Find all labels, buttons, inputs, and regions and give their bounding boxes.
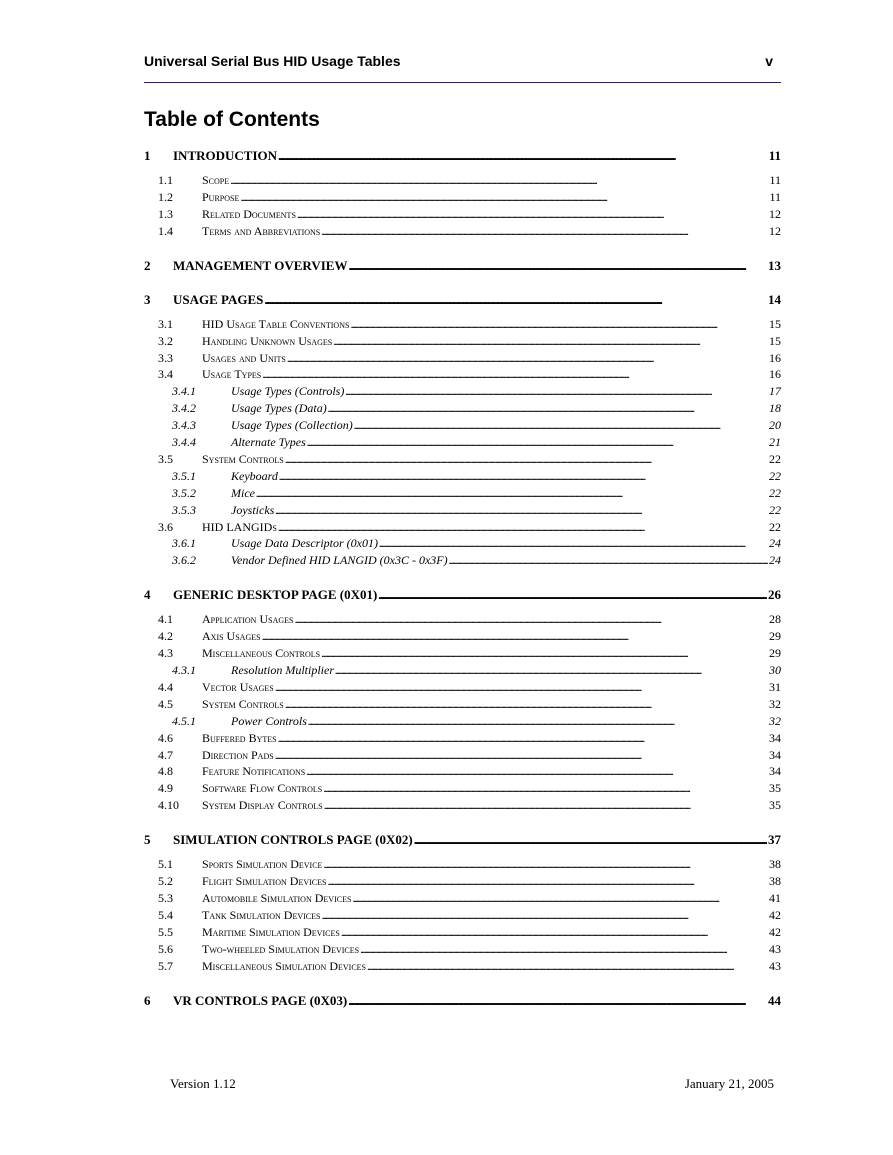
toc-entry-number: 4.8 <box>158 764 173 779</box>
toc-entry-title: Feature Notifications <box>202 764 306 779</box>
toc-entry[interactable] <box>172 485 781 502</box>
toc-dot-leader <box>323 856 768 873</box>
toc-entry-title: SIMULATION CONTROLS PAGE (0X02) <box>173 832 413 848</box>
toc-entry[interactable] <box>144 831 781 848</box>
toc-entry-title: Direction Pads <box>202 747 274 762</box>
toc-entry-title: Related Documents <box>202 206 296 221</box>
toc-dot-leader <box>256 485 768 502</box>
toc-entry[interactable] <box>158 696 781 713</box>
toc-entry[interactable] <box>158 941 781 958</box>
toc-dot-leader <box>350 316 768 333</box>
toc-entry-number: 3 <box>144 291 151 307</box>
toc-entry-title: Resolution Multiplier <box>231 663 334 677</box>
toc-dot-leader <box>354 417 768 434</box>
footer-date: January 21, 2005 <box>684 1076 774 1091</box>
toc-dot-leader <box>307 434 768 451</box>
toc-entry-number: 3.3 <box>158 350 173 365</box>
toc-dot-leader <box>328 400 768 417</box>
toc-entry-number: 3.5 <box>158 451 173 466</box>
toc-entry[interactable] <box>172 502 781 519</box>
toc-entry-number: 3.2 <box>158 333 173 348</box>
toc-entry-page: 26 <box>768 587 781 603</box>
toc-entry-number: 1.2 <box>158 189 173 204</box>
toc-entry-page: 42 <box>769 907 781 922</box>
toc-entry[interactable] <box>172 535 781 552</box>
toc-entry[interactable] <box>158 451 781 468</box>
toc-entry-page: 22 <box>769 502 781 517</box>
toc-entry-page: 28 <box>769 612 781 627</box>
toc-dot-leader <box>275 679 768 696</box>
toc-dot-leader <box>324 797 768 814</box>
toc-entry-title: Flight Simulation Devices <box>202 874 327 889</box>
toc-entry[interactable] <box>158 747 781 764</box>
toc-entry[interactable] <box>144 147 781 164</box>
toc-entry-page: 18 <box>769 401 781 416</box>
toc-entry-number: 1.4 <box>158 223 173 238</box>
toc-entry-title: Power Controls <box>231 713 307 728</box>
toc-entry-title: Mice <box>231 485 255 500</box>
page-number: v <box>765 53 773 69</box>
toc-entry[interactable] <box>158 679 781 696</box>
toc-entry-number: 4.3 <box>158 646 173 661</box>
toc-entry-title: Automobile Simulation Devices <box>202 891 352 905</box>
toc-entry-title: Usage Types (Data) <box>231 401 327 416</box>
toc-entry[interactable] <box>158 763 781 780</box>
toc-entry-number: 4.1 <box>158 612 173 627</box>
toc-entry[interactable] <box>144 257 781 274</box>
toc-entry-page: 37 <box>768 832 781 848</box>
toc-entry[interactable] <box>158 172 781 189</box>
toc-dot-leader <box>275 747 768 764</box>
toc-entry-page: 15 <box>769 333 781 348</box>
toc-entry-number: 4.7 <box>158 747 173 762</box>
toc-entry-title: Terms and Abbreviations <box>202 223 321 238</box>
toc-entry-title: Miscellaneous Simulation Devices <box>202 958 367 973</box>
toc-entry-number: 3.5.3 <box>172 502 196 517</box>
toc-entry-page: 17 <box>769 384 781 399</box>
toc-entry-number: 4.5.1 <box>172 713 196 728</box>
toc-entry[interactable] <box>158 333 781 350</box>
toc-entry-page: 35 <box>769 781 781 796</box>
toc-entry-page: 32 <box>769 696 781 711</box>
toc-dot-leader <box>279 468 768 485</box>
toc-dot-leader <box>449 552 768 569</box>
toc-entry-title: Miscellaneous Controls <box>202 646 321 661</box>
toc-dot-leader <box>278 147 768 164</box>
toc-entry-page: 42 <box>769 924 781 939</box>
toc-dot-leader <box>287 350 768 367</box>
toc-entry-number: 3.6.2 <box>172 553 196 568</box>
toc-entry-title: Vector Usages <box>202 679 274 694</box>
page-footer <box>170 1076 774 1096</box>
toc-entry[interactable] <box>172 383 781 400</box>
toc-entry-number: 5.5 <box>158 924 173 939</box>
toc-entry-title: Alternate Types <box>231 435 306 449</box>
toc-entry[interactable] <box>158 873 781 890</box>
toc-entry-title: System Display Controls <box>202 798 323 813</box>
toc-entry-page: 24 <box>769 553 781 568</box>
toc-entry-page: 11 <box>769 173 781 187</box>
toc-entry-title: Joysticks <box>231 502 275 517</box>
toc-entry-number: 4.2 <box>158 629 173 644</box>
toc-entry-title: Software Flow Controls <box>202 781 323 796</box>
toc-entry-number: 4.6 <box>158 730 173 745</box>
toc-dot-leader <box>321 645 768 662</box>
toc-entry-title: Application Usages <box>202 612 294 627</box>
toc-entry-number: 5.1 <box>158 857 173 872</box>
toc-entry-page: 16 <box>769 367 781 382</box>
toc-entry[interactable] <box>158 907 781 924</box>
toc-entry-page: 41 <box>769 891 781 905</box>
toc-dot-leader <box>262 366 768 383</box>
toc-entry-page: 34 <box>769 730 781 745</box>
toc-dot-leader <box>321 223 768 240</box>
toc-dot-leader <box>348 992 767 1009</box>
toc-entry-number: 3.4.3 <box>172 418 196 433</box>
toc-entry-number: 5 <box>144 832 151 848</box>
toc-entry-number: 5.4 <box>158 907 173 922</box>
toc-dot-leader <box>341 924 768 941</box>
toc-dot-leader <box>297 206 768 223</box>
toc-entry-page: 29 <box>769 646 781 661</box>
toc-entry-number: 3.1 <box>158 316 173 331</box>
toc-entry[interactable] <box>144 992 781 1009</box>
document-title: Universal Serial Bus HID Usage Tables <box>144 53 401 69</box>
toc-entry-page: 44 <box>768 992 781 1008</box>
toc-entry[interactable] <box>144 291 781 308</box>
toc-entry-page: 34 <box>769 747 781 762</box>
toc-dot-leader <box>308 713 768 730</box>
toc-entry-title: Maritime Simulation Devices <box>202 924 340 939</box>
toc-entry-title: HID Usage Table Conventions <box>202 316 350 331</box>
toc-entry-page: 12 <box>769 223 781 238</box>
toc-entry[interactable] <box>158 628 781 645</box>
toc-entry-title: HID LANGIDs <box>202 519 277 534</box>
toc-entry-page: 16 <box>769 350 781 365</box>
toc-entry[interactable] <box>158 890 781 907</box>
toc-entry[interactable] <box>172 417 781 434</box>
toc-entry-number: 4.3.1 <box>172 663 196 677</box>
toc-entry-number: 3.4.4 <box>172 435 196 449</box>
toc-entry-page: 12 <box>769 206 781 221</box>
toc-entry-number: 4.5 <box>158 696 173 711</box>
toc-dot-leader <box>306 763 768 780</box>
toc-entry-page: 22 <box>769 451 781 466</box>
toc-entry[interactable] <box>158 611 781 628</box>
toc-dot-leader <box>360 941 768 958</box>
toc-entry-number: 5.2 <box>158 874 173 889</box>
toc-entry-page: 22 <box>769 485 781 500</box>
toc-entry-page: 43 <box>769 958 781 973</box>
toc-entry-page: 11 <box>768 148 781 163</box>
toc-entry-page: 38 <box>769 874 781 889</box>
toc-entry[interactable] <box>158 366 781 383</box>
toc-entry-number: 3.4.2 <box>172 401 196 416</box>
toc-entry-page: 22 <box>769 519 781 534</box>
toc-entry-title: Sports Simulation Device <box>202 857 323 872</box>
toc-entry-number: 5.7 <box>158 958 173 973</box>
toc-entry-number: 1 <box>144 148 151 163</box>
toc-dot-leader <box>321 907 768 924</box>
toc-entry[interactable] <box>158 519 781 536</box>
toc-entry[interactable] <box>158 223 781 240</box>
toc-entry[interactable] <box>172 552 781 569</box>
toc-entry-page: 11 <box>769 189 781 204</box>
toc-entry-page: 29 <box>769 629 781 644</box>
toc-entry-title: INTRODUCTION <box>173 148 278 163</box>
toc-dot-leader <box>323 780 768 797</box>
toc-entry[interactable] <box>172 468 781 485</box>
toc-dot-leader <box>333 333 768 350</box>
toc-entry-page: 13 <box>768 257 781 273</box>
toc-entry-title: Keyboard <box>231 468 278 483</box>
toc-entry[interactable] <box>158 730 781 747</box>
toc-dot-leader <box>262 628 768 645</box>
toc-entry-number: 4.10 <box>158 798 179 813</box>
toc-entry-page: 20 <box>769 418 781 433</box>
toc-dot-leader <box>379 535 768 552</box>
toc-entry[interactable] <box>144 586 781 603</box>
toc-entry[interactable] <box>158 350 781 367</box>
toc-entry-title: Axis Usages <box>202 629 261 644</box>
toc-entry-page: 31 <box>769 679 781 694</box>
toc-dot-leader <box>378 586 767 603</box>
toc-entry-number: 5.3 <box>158 891 173 905</box>
toc-entry-page: 34 <box>769 764 781 779</box>
toc-dot-leader <box>285 451 768 468</box>
toc-dot-leader <box>335 662 768 679</box>
toc-entry-number: 3.6 <box>158 519 173 534</box>
toc-dot-leader <box>285 696 768 713</box>
toc-entry-title: Vendor Defined HID LANGID (0x3C - 0x3F) <box>231 553 448 568</box>
toc-entry-title: System Controls <box>202 451 284 466</box>
toc-dot-leader <box>345 383 768 400</box>
toc-dot-leader <box>278 519 768 536</box>
toc-entry-title: MANAGEMENT OVERVIEW <box>173 257 348 273</box>
toc-entry-number: 3.4.1 <box>172 384 196 399</box>
toc-entry-page: 21 <box>769 435 781 449</box>
toc-entry-number: 4.9 <box>158 781 173 796</box>
toc-dot-leader <box>230 172 768 189</box>
toc-entry-page: 43 <box>769 941 781 956</box>
toc-entry-title: Buffered Bytes <box>202 730 277 745</box>
toc-entry-title: USAGE PAGES <box>173 291 264 307</box>
toc-entry[interactable] <box>172 434 781 451</box>
toc-dot-leader <box>264 291 767 308</box>
toc-entry[interactable] <box>158 924 781 941</box>
toc-dot-leader <box>367 958 768 975</box>
toc-entry[interactable] <box>172 713 781 730</box>
toc-dot-leader <box>294 611 768 628</box>
toc-entry-number: 5.6 <box>158 941 173 956</box>
toc-heading: Table of Contents <box>144 108 320 131</box>
toc-entry-title: Purpose <box>202 189 240 204</box>
toc-entry-page: 14 <box>768 291 781 307</box>
toc-entry-title: System Controls <box>202 696 284 711</box>
toc-dot-leader <box>275 502 768 519</box>
toc-entry-page: 35 <box>769 798 781 813</box>
toc-entry-number: 3.5.2 <box>172 485 196 500</box>
toc-entry[interactable] <box>158 958 781 975</box>
toc-entry[interactable] <box>172 400 781 417</box>
toc-entry-page: 38 <box>769 857 781 872</box>
toc-entry-title: VR CONTROLS PAGE (0X03) <box>173 992 348 1008</box>
toc-entry[interactable] <box>158 780 781 797</box>
toc-entry-title: Usages and Units <box>202 350 286 365</box>
toc-entry-page: 22 <box>769 468 781 483</box>
toc-entry-title: Handling Unknown Usages <box>202 333 333 348</box>
toc-entry-number: 4.4 <box>158 679 173 694</box>
toc-entry-number: 2 <box>144 257 151 273</box>
footer-version: Version 1.12 <box>170 1076 236 1091</box>
toc-entry-title: Usage Types <box>202 367 262 382</box>
toc-dot-leader <box>327 873 768 890</box>
toc-entry-number: 4 <box>144 587 151 603</box>
toc-dot-leader <box>278 730 768 747</box>
toc-entry[interactable] <box>158 645 781 662</box>
toc-entry-page: 15 <box>769 316 781 331</box>
toc-entry-title: Tank Simulation Devices <box>202 907 321 922</box>
toc-entry-number: 3.4 <box>158 367 173 382</box>
toc-entry-title: Usage Types (Controls) <box>231 384 345 399</box>
toc-entry-title: GENERIC DESKTOP PAGE (0X01) <box>173 587 378 603</box>
toc-entry[interactable] <box>158 189 781 206</box>
toc-entry-page: 32 <box>769 713 781 728</box>
toc-entry[interactable] <box>158 316 781 333</box>
toc-dot-leader <box>414 831 767 848</box>
toc-entry[interactable] <box>158 206 781 223</box>
toc-dot-leader <box>348 257 767 274</box>
toc-entry-title: Scope <box>202 173 230 187</box>
toc-entry[interactable] <box>172 662 781 679</box>
toc-entry[interactable] <box>158 797 781 814</box>
toc-entry-number: 3.6.1 <box>172 536 196 551</box>
toc-entry-number: 1.1 <box>158 173 173 187</box>
toc-dot-leader <box>240 189 768 206</box>
toc-entry-title: Usage Types (Collection) <box>231 418 353 433</box>
toc-dot-leader <box>352 890 768 907</box>
toc-entry-page: 24 <box>769 536 781 551</box>
toc-entry[interactable] <box>158 856 781 873</box>
toc-entry-title: Two-wheeled Simulation Devices <box>202 941 360 956</box>
toc-entry-page: 30 <box>769 663 781 677</box>
toc-entry-title: Usage Data Descriptor (0x01) <box>231 536 378 551</box>
toc-entry-number: 3.5.1 <box>172 468 196 483</box>
toc-entry-number: 6 <box>144 992 151 1008</box>
toc-entry-number: 1.3 <box>158 206 173 221</box>
